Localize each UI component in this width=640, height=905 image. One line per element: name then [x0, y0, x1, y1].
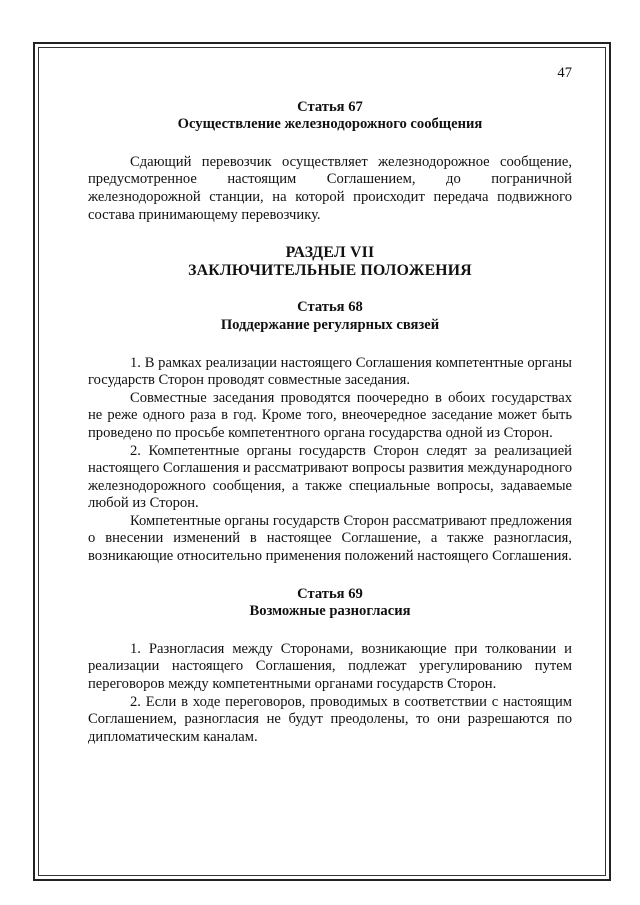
paragraph: Сдающий перевозчик осуществляет железнодорожное сообщение, предусмотренное настоящим Соглашением, до пограничной железнодорожной станции, на которой происходит передача подвижного состава принимающему перевозчику.: [88, 153, 572, 223]
spacer: [88, 621, 572, 641]
spacer: [88, 279, 572, 299]
article-heading: Статья 69: [297, 585, 363, 602]
spacer: [88, 134, 572, 154]
page-number: 47: [557, 65, 572, 81]
spacer: [88, 224, 572, 244]
document-blocks: [88, 99, 572, 747]
article-heading: Осуществление железнодорожного сообщения: [177, 116, 483, 133]
document-body: [88, 65, 572, 746]
section-heading: ЗАКЛЮЧИТЕЛЬНЫЕ ПОЛОЖЕНИЯ: [188, 261, 472, 279]
paragraph: 1. В рамках реализации настоящего Соглашения компетентные органы государств Сторон проводят совместные заседания.: [88, 354, 572, 389]
paragraph: 2. Компетентные органы государств Сторон следят за реализацией настоящего Соглашения и рассматривают вопросы развития международного железнодорожного сообщения, а также специальные вопросы, задаваемые любой из Сторон.: [88, 442, 572, 512]
section-heading: РАЗДЕЛ VII: [285, 244, 375, 262]
paragraph: 1. Разногласия между Сторонами, возникающие при толковании и реализации настоящего Соглашения, подлежат урегулированию путем переговоров между компетентными органами государств Сторон.: [88, 640, 572, 693]
article-heading: Поддержание регулярных связей: [220, 316, 440, 333]
article-heading: Возможные разногласия: [249, 603, 411, 620]
article-heading: Статья 67: [297, 98, 363, 115]
paragraph: Компетентные органы государств Сторон рассматривают предложения о внесении изменений в настоящее Соглашение, а также разногласия, возникающие относительно применения положений настоящего Соглашения.: [88, 512, 572, 565]
spacer: [88, 566, 572, 586]
paragraph: Совместные заседания проводятся поочередно в обоих государствах не реже одного раза в год. Кроме того, внеочередное заседание может быть проведено по просьбе компетентного органа государства одной из Сторон.: [88, 389, 572, 441]
spacer: [88, 335, 572, 355]
paragraph: 2. Если в ходе переговоров, проводимых в соответствии с настоящим Соглашением, разногласия не будут преодолены, то они разрешаются по дипломатическим каналам.: [88, 693, 572, 745]
article-heading: Статья 68: [297, 299, 363, 316]
